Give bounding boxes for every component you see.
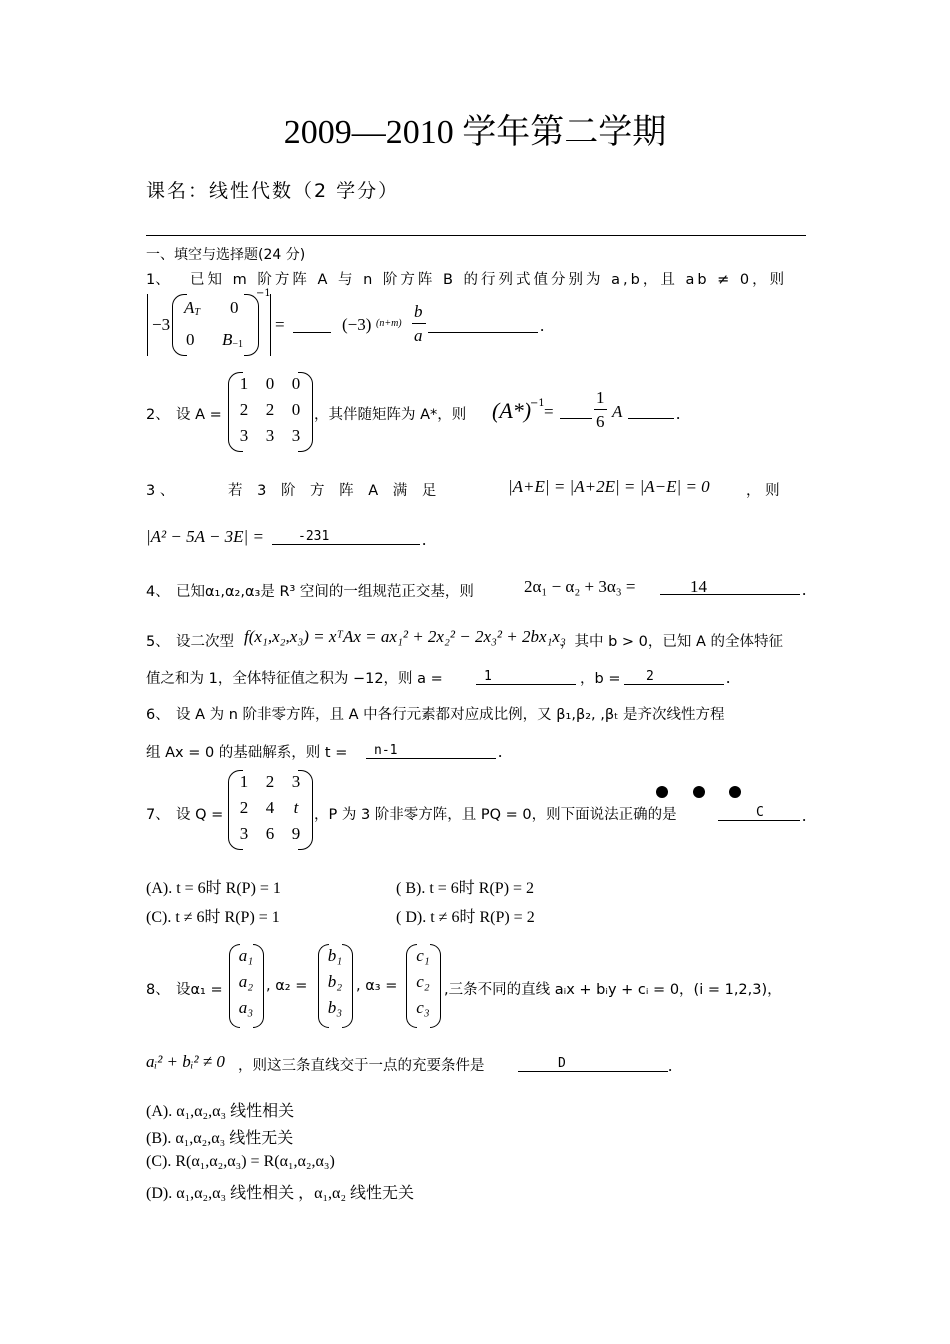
q6-end: . (498, 742, 503, 761)
q8-vec2-entry: b₃ (327, 998, 343, 1017)
q2-answer-num: 1 (596, 388, 605, 407)
q2-expr: (A*) (492, 398, 532, 423)
q2-text: ，其伴随矩阵为 A*，则 (314, 407, 467, 423)
q3-answer-blank (272, 530, 420, 545)
q6-text: 设 A 为 n 阶非零方阵，且 A 中各行元素都对应成比例，又 β₁,β₂, ,βₜ 是齐次线性方程 (176, 707, 725, 723)
q7-matrix-cell: 6 (265, 824, 275, 843)
q7-matrix-cell: 2 (265, 772, 275, 791)
q2-prefix: 设 A = (176, 407, 222, 423)
section-heading: 一、填空与选择题(24 分) (146, 247, 306, 263)
q8-text: ,三条不同的直线 aᵢx + bᵢy + cᵢ = 0，(i = 1,2,3)， (444, 982, 782, 998)
q2-matrix-cell: 2 (265, 400, 275, 419)
q3-expr: |A² − 5A − 3E| = (146, 527, 264, 546)
q7-matrix-cell: 2 (239, 798, 249, 817)
q8-vec3-entry: c₂ (416, 972, 430, 991)
q5-mid: ，b = (580, 671, 621, 687)
q1-answer-lead-blank (293, 318, 331, 333)
q1-answer-base: (−3) (342, 315, 372, 334)
q3-number: 3 、 (146, 483, 175, 499)
q8-option-b: (B). α₁,α₂,α₃ 线性无关 (146, 1130, 294, 1147)
q1-lhs-coef: −3 (152, 315, 171, 334)
q7-number: 7、 (146, 807, 170, 823)
q3-text-a: 若 3 阶 方 阵 A 满 足 (228, 483, 437, 499)
q4-answer-blank (660, 580, 800, 595)
q8-option-c: (C). R(α₁,α₂,α₃) = R(α₁,α₂,α₃) (146, 1153, 335, 1170)
q2-matrix-cell: 3 (239, 426, 249, 445)
q7-matrix-cell: 9 (291, 824, 301, 843)
q2-answer-var: A (612, 402, 623, 421)
q2-answer-trail-blank (628, 404, 674, 419)
q8-vec2-entry: b₁ (327, 946, 343, 965)
q8-vec1-entry: a₂ (238, 972, 254, 991)
q5-number: 5、 (146, 634, 170, 650)
q1-answer-num: b (414, 302, 423, 321)
q2-expr-exp: −1 (530, 398, 545, 409)
q8-vec2-entry: b₂ (327, 972, 343, 991)
q8-number: 8、 (146, 982, 170, 998)
q1-outer-exp: −1 (256, 288, 271, 299)
q1-det-left-bar (147, 294, 148, 356)
q1-number: 1、 (146, 272, 170, 288)
q8-vec3-entry: c₁ (416, 946, 430, 965)
q1-end: . (540, 316, 545, 335)
q1-text: 已知 m 阶方阵 A 与 n 阶方阵 B 的行列式值分别为 a,b，且 ab ≠ 0，则 (190, 272, 788, 288)
q7-matrix-cell: t (293, 798, 299, 817)
header-divider (146, 235, 806, 236)
q4-end: . (802, 580, 807, 599)
q5-line2: 值之和为 1，全体特征值之积为 −12，则 a = (146, 671, 443, 687)
q6-line2: 组 Ax = 0 的基础解系，则 t = (146, 745, 348, 761)
q7-end: . (802, 806, 807, 825)
course-name: 课名：线性代数（2 学分） (146, 180, 400, 202)
q1-cell-a: A (184, 298, 195, 317)
q8-mid1: , α₂ = (266, 978, 308, 994)
q5-answer-a: 1 (484, 669, 492, 684)
q5-end: . (726, 668, 731, 687)
q5-answer-b: 2 (646, 669, 654, 684)
q7-option-b: ( B). t = 6时 R(P) = 2 (396, 880, 535, 897)
q8-prefix: 设α₁ = (176, 982, 223, 998)
q1-cell-b-exp: −1 (232, 339, 244, 350)
q4-text: 已知α₁,α₂,α₃是 R³ 空间的一组规范正交基，则 (176, 584, 474, 600)
q2-matrix-cell: 0 (265, 374, 275, 393)
q7-option-c: (C). t ≠ 6时 R(P) = 1 (146, 909, 280, 926)
q2-equals: = (544, 402, 554, 421)
q4-number: 4、 (146, 584, 170, 600)
q8-line2-text: ，则这三条直线交于一点的充要条件是 (238, 1058, 485, 1074)
q1-cell-0a: 0 (230, 298, 239, 317)
q7-option-d: ( D). t ≠ 6时 R(P) = 2 (396, 909, 535, 926)
q2-answer-lead-blank (560, 404, 592, 419)
q7-matrix-cell: 3 (239, 824, 249, 843)
q7-matrix-cell: 4 (265, 798, 275, 817)
q8-option-d: (D). α₁,α₂,α₃ 线性相关 ，α₁,α₂ 线性无关 (146, 1185, 415, 1202)
q2-matrix-cell: 0 (291, 374, 301, 393)
q2-end: . (676, 404, 681, 423)
q3-text-b: ， 则 (746, 483, 780, 499)
q5-text: 设二次型 (176, 634, 234, 650)
q8-vec3-entry: c₃ (416, 998, 430, 1017)
q2-fraction-bar (594, 409, 607, 410)
q8-option-a: (A). α₁,α₂,α₃ 线性相关 (146, 1103, 295, 1120)
page-title: 2009—2010 学年第二学期 (283, 114, 667, 151)
q3-condition: |A+E| = |A+2E| = |A−E| = 0 (508, 477, 710, 496)
q7-text: ，P 为 3 阶非零方阵，且 PQ = 0，则下面说法正确的是 (314, 807, 677, 823)
q2-matrix-cell: 3 (265, 426, 275, 445)
bullet-dot-3 (729, 786, 741, 798)
q1-cell-0b: 0 (186, 330, 195, 349)
q8-mid2: , α₃ = (356, 978, 398, 994)
q7-prefix: 设 Q = (176, 807, 224, 823)
q1-equals: = (275, 315, 285, 334)
q1-answer-den: a (414, 326, 423, 345)
q2-matrix-cell: 2 (239, 400, 249, 419)
q1-answer-trail-blank (428, 318, 538, 333)
q8-vec1-entry: a₃ (238, 998, 254, 1017)
q6-answer: n-1 (374, 743, 398, 758)
q8-answer: D (558, 1056, 566, 1071)
q8-end: . (668, 1056, 673, 1075)
q1-answer-exp: (n+m) (376, 318, 402, 329)
q7-answer: C (756, 805, 764, 820)
q1-cell-a-exp: T (194, 307, 200, 318)
q3-answer: -231 (298, 529, 330, 544)
q1-cell-b: B (222, 330, 233, 349)
q1-det-right-bar (270, 294, 271, 356)
q5-text-b: ，其中 b > 0，已知 A 的全体特征 (560, 634, 784, 650)
q3-end: . (422, 530, 427, 549)
q8-answer-blank (518, 1057, 668, 1072)
q2-number: 2、 (146, 407, 170, 423)
bullet-dot-2 (693, 786, 705, 798)
q4-answer: 14 (690, 577, 707, 596)
q7-option-a: (A). t = 6时 R(P) = 1 (146, 880, 281, 897)
q6-number: 6、 (146, 707, 170, 723)
q2-matrix-cell: 1 (239, 374, 249, 393)
q2-matrix-cell: 0 (291, 400, 301, 419)
bullet-dot-1 (656, 786, 668, 798)
q2-answer-den: 6 (596, 412, 605, 431)
q1-fraction-bar (412, 323, 426, 324)
q7-matrix-cell: 1 (239, 772, 249, 791)
q5-answer-b-blank (624, 670, 724, 685)
q5-expr: f(x₁,x₂,x₃) = xᵀAx = ax₁² + 2x₂² − 2x₃² + 2bx₁x₃ (244, 627, 566, 646)
q4-expr: 2α₁ − α₂ + 3α₃ = (524, 577, 636, 596)
q8-vec1-entry: a₁ (238, 946, 254, 965)
q1-matrix-right-bracket (244, 294, 259, 356)
q8-line2-expr: aᵢ² + bᵢ² ≠ 0 (146, 1052, 225, 1071)
q7-matrix-cell: 3 (291, 772, 301, 791)
q2-matrix-cell: 3 (291, 426, 301, 445)
